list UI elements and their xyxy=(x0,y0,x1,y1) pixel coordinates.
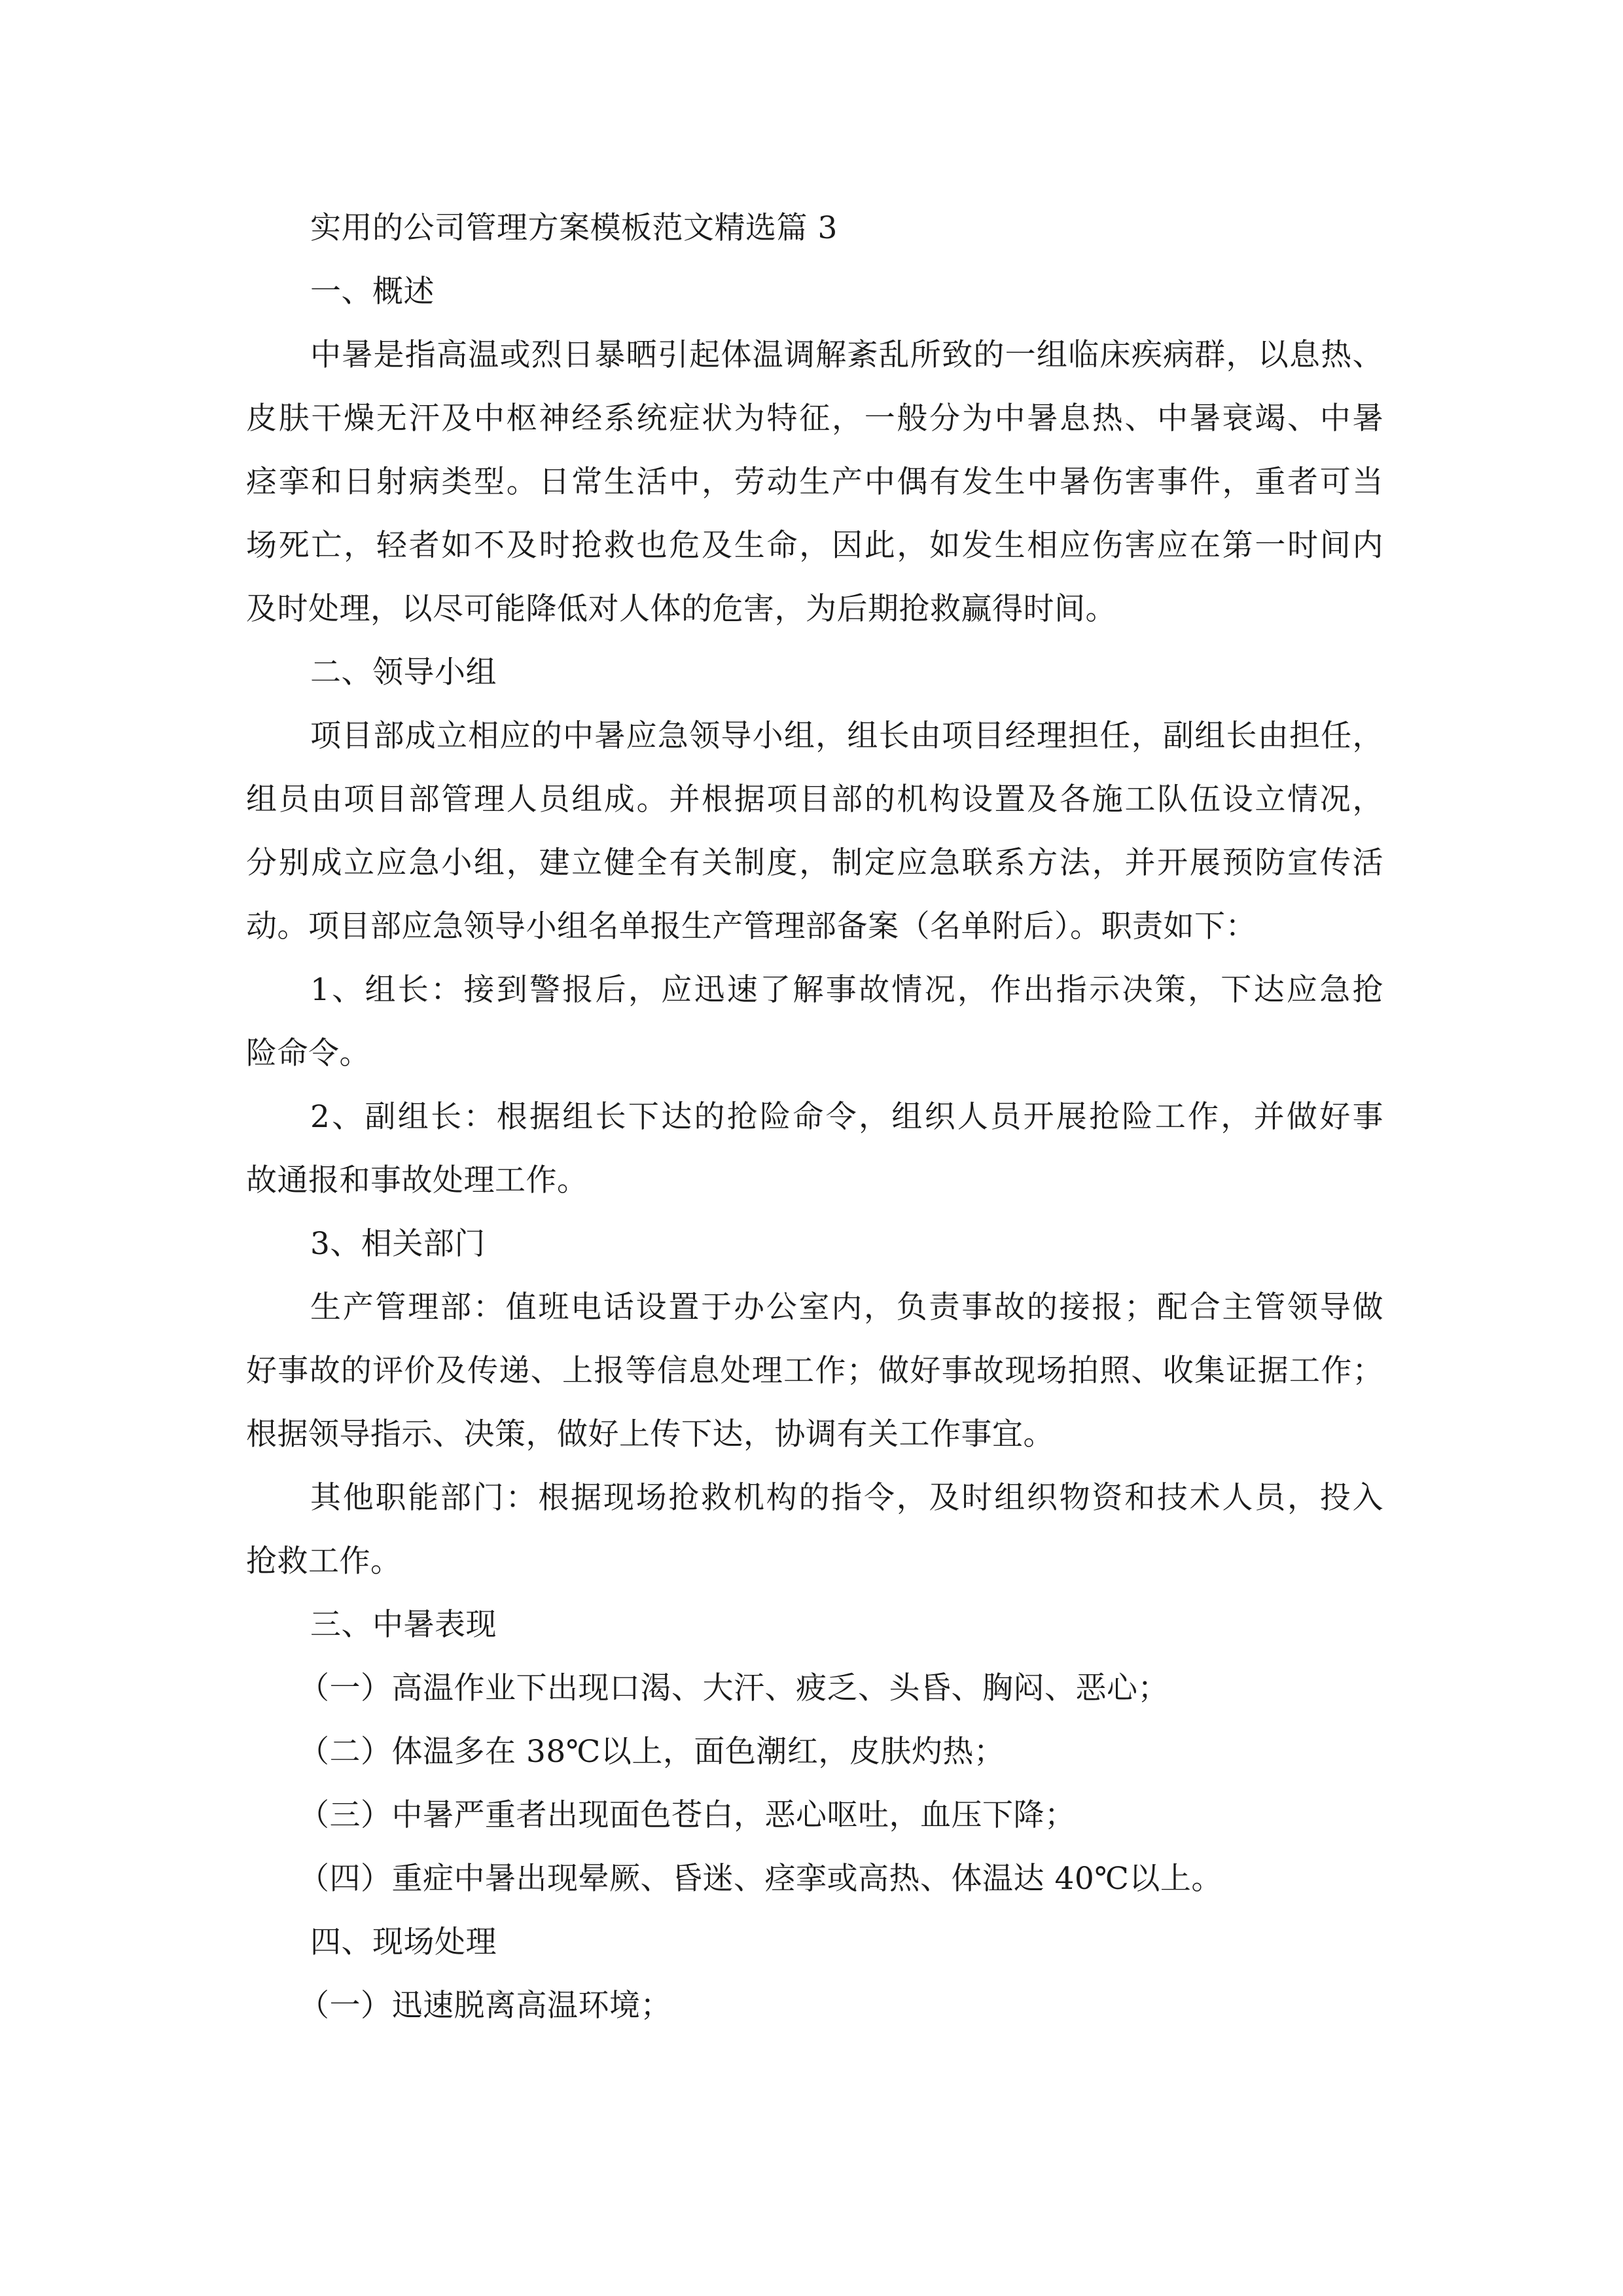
paragraph-line: 分别成立应急小组，建立健全有关制度，制定应急联系方法，并开展预防宣传活 xyxy=(246,845,1383,881)
section-heading-overview: 一、概述 xyxy=(310,274,435,310)
paragraph-line: 动。项目部应急领导小组名单报生产管理部备案（名单附后）。职责如下： xyxy=(246,908,1257,944)
paragraph-line: 项目部成立相应的中暑应急领导小组，组长由项目经理担任，副组长由担任， xyxy=(310,718,1383,754)
section-heading-leader-group: 二、领导小组 xyxy=(310,655,497,691)
list-item: （一）迅速脱离高温环境； xyxy=(298,1988,671,2024)
paragraph-line: 皮肤干燥无汗及中枢神经系统症状为特征，一般分为中暑息热、中暑衰竭、中暑 xyxy=(246,401,1383,437)
document-title: 实用的公司管理方案模板范文精选篇 3 xyxy=(310,210,838,246)
paragraph-line: 及时处理，以尽可能降低对人体的危害，为后期抢救赢得时间。 xyxy=(246,591,1116,627)
paragraph-line: 组员由项目部管理人员组成。并根据项目部的机构设置及各施工队伍设立情况， xyxy=(246,781,1383,817)
paragraph-line: 中暑是指高温或烈日暴晒引起体温调解紊乱所致的一组临床疾病群，以息热、 xyxy=(310,337,1383,373)
paragraph-line: 1、组长：接到警报后，应迅速了解事故情况，作出指示决策，下达应急抢 xyxy=(310,972,1383,1008)
paragraph-line: 好事故的评价及传递、上报等信息处理工作；做好事故现场拍照、收集证据工作； xyxy=(246,1353,1383,1389)
paragraph-line: 故通报和事故处理工作。 xyxy=(246,1162,588,1198)
paragraph-line: 险命令。 xyxy=(246,1035,370,1071)
list-item: （一）高温作业下出现口渴、大汗、疲乏、头昏、胸闷、恶心； xyxy=(298,1670,1169,1706)
paragraph-line: 痉挛和日射病类型。日常生活中，劳动生产中偶有发生中暑伤害事件，重者可当 xyxy=(246,464,1383,500)
section-heading-symptoms: 三、中暑表现 xyxy=(310,1607,497,1643)
list-item: （三）中暑严重者出现面色苍白，恶心呕吐，血压下降； xyxy=(298,1797,1076,1833)
paragraph-line: 生产管理部：值班电话设置于办公室内，负责事故的接报；配合主管领导做 xyxy=(310,1289,1383,1325)
list-item: （四）重症中暑出现晕厥、昏迷、痉挛或高热、体温达 40℃以上。 xyxy=(298,1861,1222,1897)
paragraph-line: 其他职能部门：根据现场抢救机构的指令，及时组织物资和技术人员，投入 xyxy=(310,1480,1383,1516)
paragraph-line: 根据领导指示、决策，做好上传下达，协调有关工作事宜。 xyxy=(246,1416,1054,1452)
paragraph-line: 抢救工作。 xyxy=(246,1543,402,1579)
paragraph-line: 2、副组长：根据组长下达的抢险命令，组织人员开展抢险工作，并做好事 xyxy=(310,1099,1383,1135)
section-heading-onsite: 四、现场处理 xyxy=(310,1924,497,1960)
subsection-heading-departments: 3、相关部门 xyxy=(310,1226,486,1262)
list-item: （二）体温多在 38℃以上，面色潮红，皮肤灼热； xyxy=(298,1734,1005,1770)
paragraph-line: 场死亡，轻者如不及时抢救也危及生命，因此，如发生相应伤害应在第一时间内 xyxy=(246,528,1383,564)
document-body xyxy=(246,196,1383,2037)
